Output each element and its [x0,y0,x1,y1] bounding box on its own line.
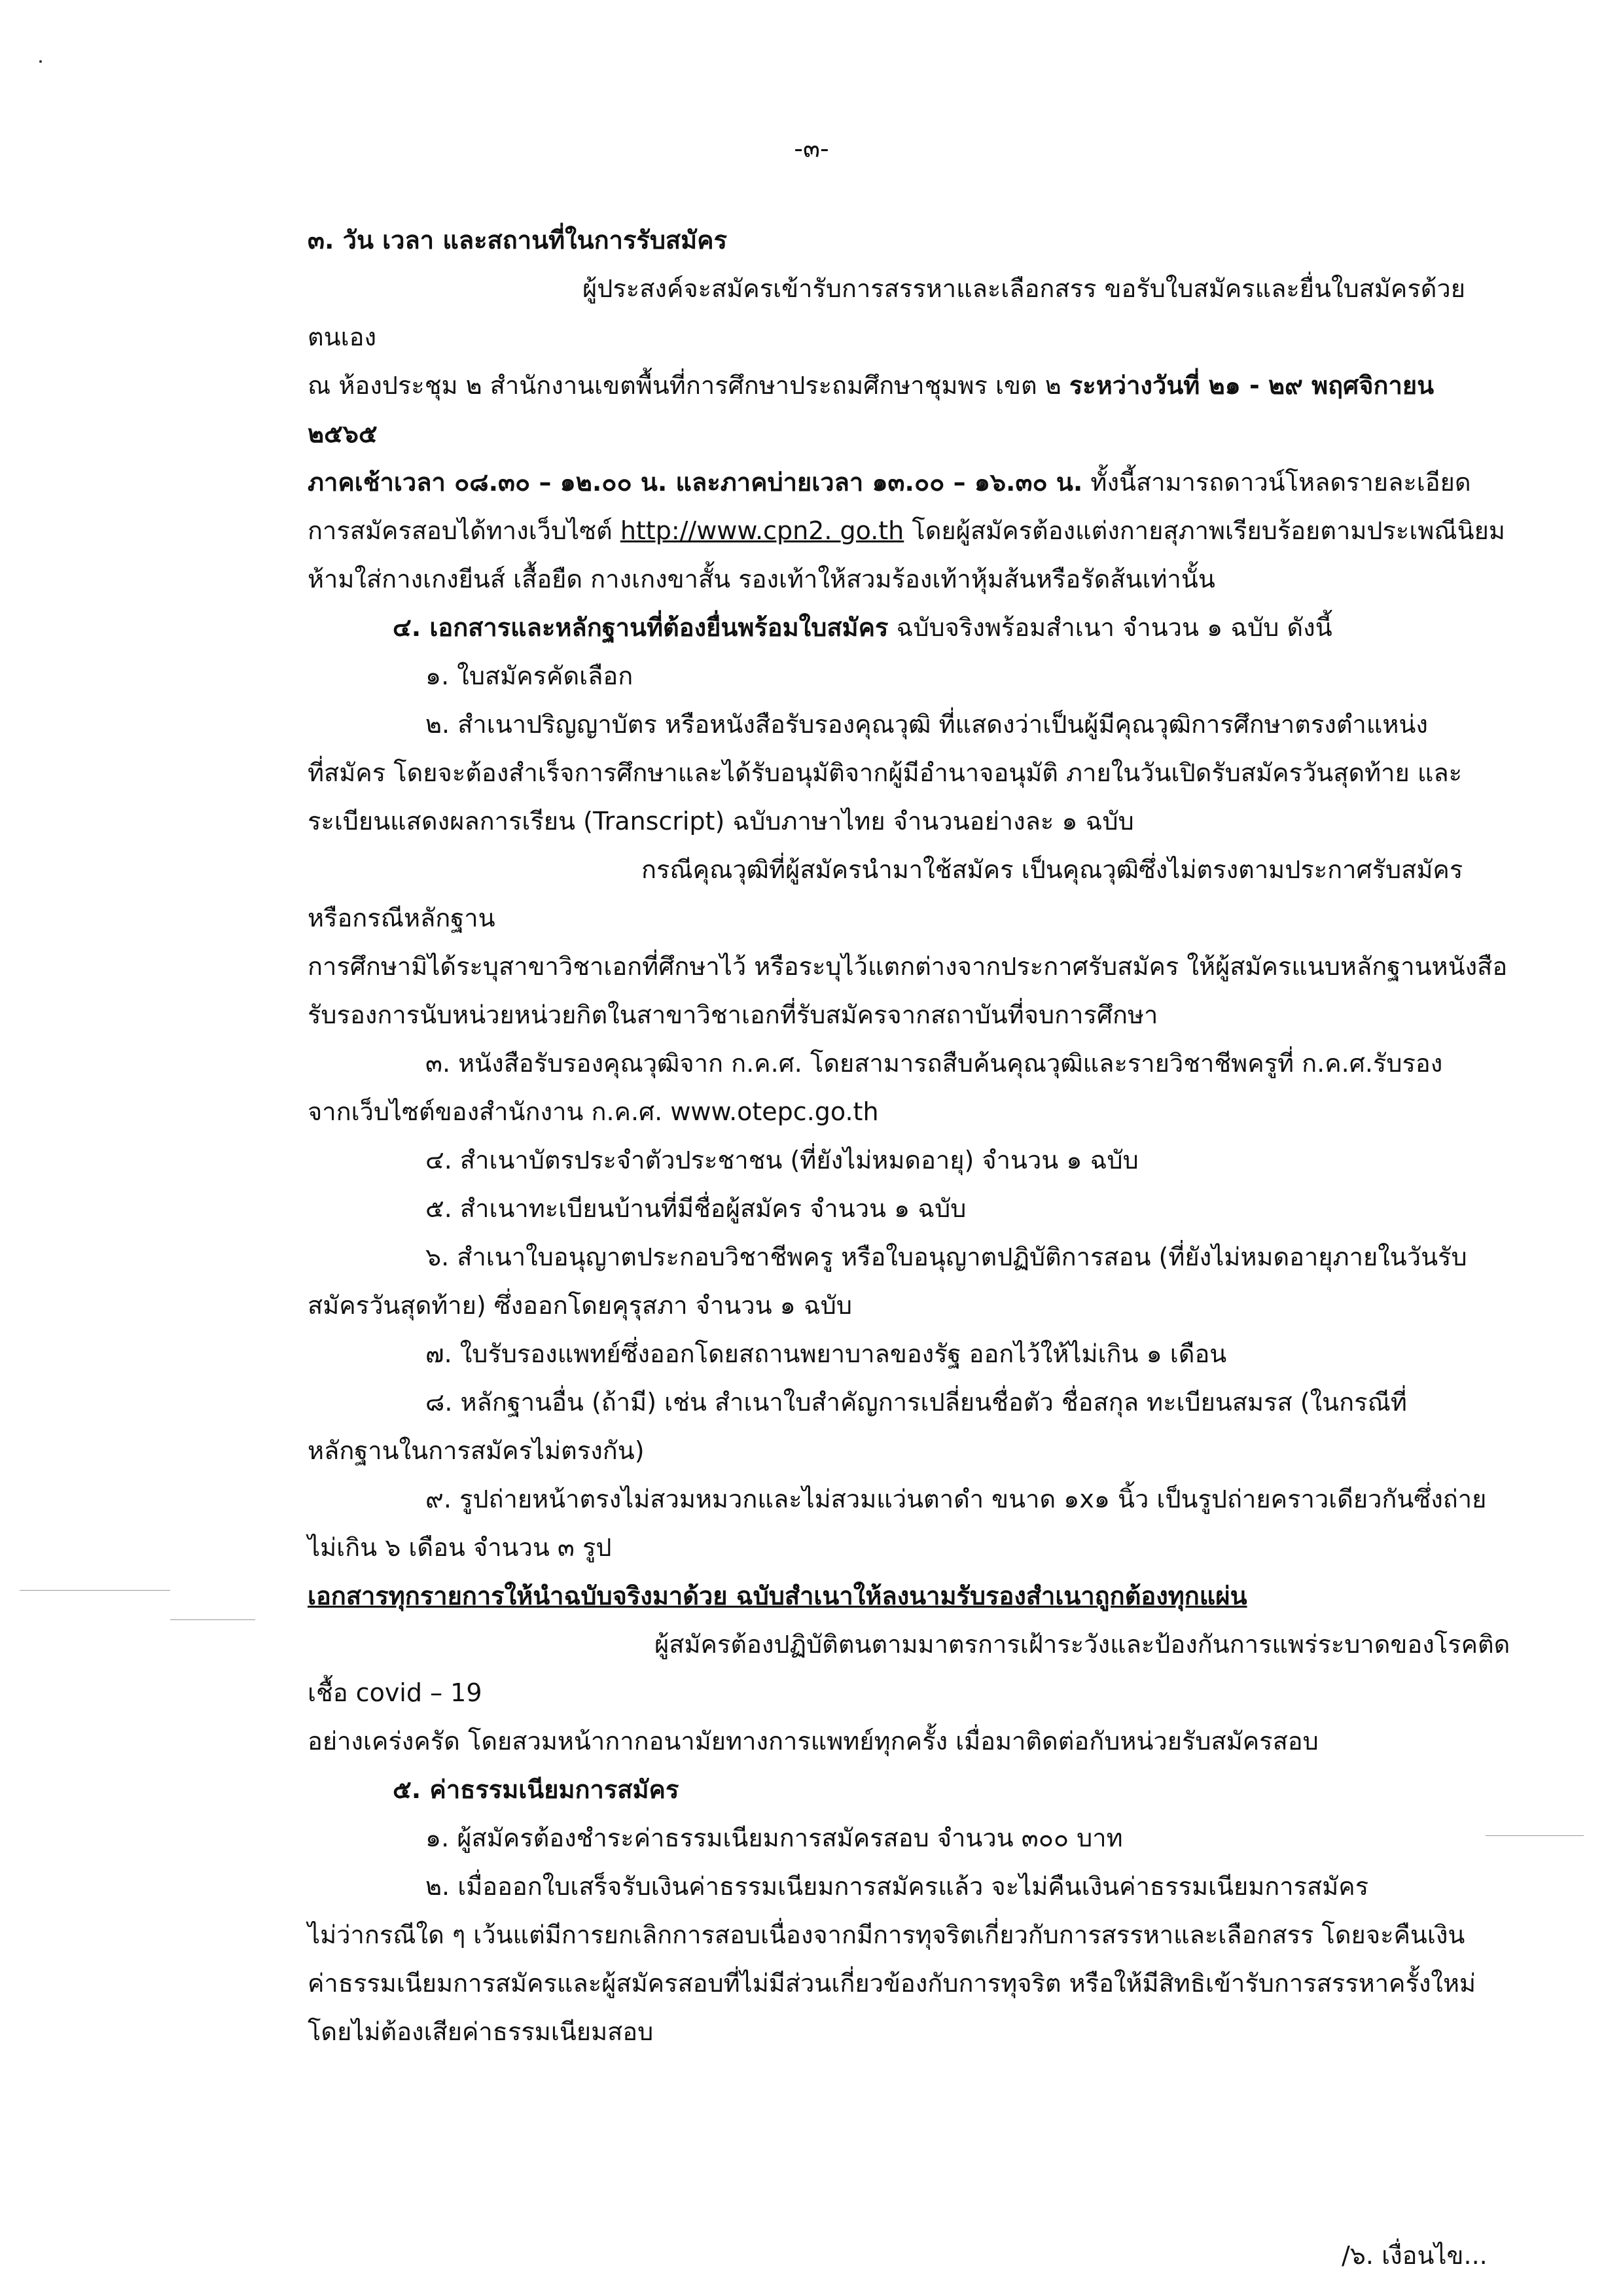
list-item-continuation: ค่าธรรมเนียมการสมัครและผู้สมัครสอบที่ไม่มีส่วนเกี่ยวข้องกับการทุจริต หรือให้มีสิทธิเข้ารับการสรรหาครั้งใหม่ [308,1969,1476,1998]
list-item: ๙. รูปถ่ายหน้าตรงไม่สวมหมวกและไม่สวมแว่นตาดำ ขนาด ๑x๑ นิ้ว เป็นรูปถ่ายคราวเดียวกันซึ่งถ่าย [425,1485,1487,1513]
list-item-continuation: สมัครวันสุดท้าย) ซึ่งออกโดยคุรุสภา จำนวน ๑ ฉบับ [308,1291,852,1320]
page-number: -๓- [794,134,829,163]
list-item: ๘. หลักฐานอื่น (ถ้ามี) เช่น สำเนาใบสำคัญการเปลี่ยนชื่อตัว ชื่อสกุล ทะเบียนสมรส (ในกรณีที่ [425,1388,1407,1417]
list-item-continuation: หลักฐานในการสมัครไม่ตรงกัน) [308,1436,645,1465]
list-item: ๔. สำเนาบัตรประจำตัวประชาชน (ที่ยังไม่หมดอายุ) จำนวน ๑ ฉบับ [425,1146,1139,1174]
note-paragraph: กรณีคุณวุฒิที่ผู้สมัครนำมาใช้สมัคร เป็นคุณวุฒิซึ่งไม่ตรงตามประกาศรับสมัคร หรือกรณีหลักฐาน [308,855,1463,932]
section-4-heading: ๔. เอกสารและหลักฐานที่ต้องยื่นพร้อมใบสมัคร [393,613,889,642]
registration-dates: ระหว่างวันที่ ๒๑ - ๒๙ พฤศจิกายน ๒๕๖๕ [308,371,1435,448]
note-continuation: รับรองการนับหน่วยหน่วยกิตในสาขาวิชาเอกที่รับสมัครจากสถาบันที่จบการศึกษา [308,1000,1158,1029]
list-item: ๒. สำเนาปริญญาบัตร หรือหนังสือรับรองคุณวุฒิ ที่แสดงว่าเป็นผู้มีคุณวุฒิการศึกษาตรงตำแหน่ง [425,710,1428,739]
covid-notice: ผู้สมัครต้องปฏิบัติตนตามมาตรการเฝ้าระวังและป้องกันการแพร่ระบาดของโรคติดเชื้อ covid – 19 [308,1630,1510,1707]
text-run: ทั้งนี้สามารถดาวน์โหลดรายละเอียด [1082,468,1471,497]
text-run: โดยผู้สมัครต้องแต่งกายสุภาพเรียบร้อยตามประเพณีนิยม [904,516,1505,545]
list-item-continuation: จากเว็บไซต์ของสำนักงาน ก.ค.ศ. www.otepc.go.th [308,1097,879,1126]
list-item: ๓. หนังสือรับรองคุณวุฒิจาก ก.ค.ศ. โดยสามารถสืบค้นคุณวุฒิและรายวิชาชีพครูที่ ก.ค.ศ.รับรอง [425,1049,1443,1078]
list-item-continuation: ไม่ว่ากรณีใด ๆ เว้นแต่มีการยกเลิกการสอบเนื่องจากมีการทุจริตเกี่ยวกับการสรรหาและเลือกสรร โดยจะคืนเงิน [308,1920,1465,1949]
text-run: ฉบับจริงพร้อมสำเนา จำนวน ๑ ฉบับ ดังนี้ [888,613,1332,642]
scan-mark-left-2 [170,1619,255,1620]
text-run: การสมัครสอบได้ทางเว็บไซต์ [308,516,620,545]
document-body [308,216,1512,2056]
covid-notice-continuation: อย่างเคร่งครัด โดยสวมหน้ากากอนามัยทางการแพทย์ทุกครั้ง เมื่อมาติดต่อกับหน่วยรับสมัครสอบ [308,1727,1319,1756]
text-run: ณ ห้องประชุม ๒ สำนักงานเขตพื้นที่การศึกษาประถมศึกษาชุมพร เขต ๒ [308,371,1069,400]
list-item-continuation: ไม่เกิน ๖ เดือน จำนวน ๓ รูป [308,1533,612,1562]
section-3-text [308,506,1512,555]
section-3-text [308,361,1512,458]
list-item: ๑. ผู้สมัครต้องชำระค่าธรรมเนียมการสมัครสอบ จำนวน ๓๐๐ บาท [425,1824,1123,1852]
section-5-title: ๕. ค่าธรรมเนียมการสมัคร [393,1775,679,1804]
section-3-text: ผู้ประสงค์จะสมัครเข้ารับการสรรหาและเลือกสรร ขอรับใบสมัครและยื่นใบสมัครด้วยตนเอง [308,274,1466,351]
continuation-footer: /๖. เงื่อนไข... [1342,2241,1488,2270]
website-link[interactable]: http://www.cpn2. go.th [620,516,904,545]
scan-speck [39,60,42,63]
original-documents-notice: เอกสารทุกรายการให้นำฉบับจริงมาด้วย ฉบับสำเนาให้ลงนามรับรองสำเนาถูกต้องทุกแผ่น [308,1581,1247,1610]
note-continuation: การศึกษามิได้ระบุสาขาวิชาเอกที่ศึกษาไว้ หรือระบุไว้แตกต่างจากประกาศรับสมัคร ให้ผู้สมัครแนบหลักฐานหนังสือ [308,952,1508,981]
section-3-text [308,458,1512,506]
section-4-title [308,603,1512,652]
list-item-continuation: ระเบียนแสดงผลการเรียน (Transcript) ฉบับภาษาไทย จำนวนอย่างละ ๑ ฉบับ [308,807,1134,836]
list-item: ๒. เมื่อออกใบเสร็จรับเงินค่าธรรมเนียมการสมัครแล้ว จะไม่คืนเงินค่าธรรมเนียมการสมัคร [425,1872,1369,1901]
list-item-continuation: ที่สมัคร โดยจะต้องสำเร็จการศึกษาและได้รับอนุมัติจากผู้มีอำนาจอนุมัติ ภายในวันเปิดรับสมัครวันสุดท้าย และ [308,758,1463,787]
list-item: ๑. ใบสมัครคัดเลือก [425,662,633,690]
list-item-continuation: โดยไม่ต้องเสียค่าธรรมเนียมสอบ [308,2017,654,2046]
scan-mark-left-1 [20,1590,170,1591]
list-item: ๕. สำเนาทะเบียนบ้านที่มีชื่อผู้สมัคร จำนวน ๑ ฉบับ [425,1194,967,1223]
section-3-text: ห้ามใส่กางเกงยีนส์ เสื้อยืด กางเกงขาสั้น รองเท้าให้สวมร้องเท้าหุ้มส้นหรือรัดส้นเท่านั้น [308,565,1215,593]
list-item: ๗. ใบรับรองแพทย์ซึ่งออกโดยสถานพยาบาลของรัฐ ออกไว้ให้ไม่เกิน ๑ เดือน [425,1339,1227,1368]
list-item: ๖. สำเนาใบอนุญาตประกอบวิชาชีพครู หรือใบอนุญาตปฏิบัติการสอน (ที่ยังไม่หมดอายุภายในวันรับ [425,1243,1467,1271]
registration-hours: ภาคเช้าเวลา ๐๘.๓๐ – ๑๒.๐๐ น. และภาคบ่ายเวลา ๑๓.๐๐ – ๑๖.๓๐ น. [308,468,1083,497]
section-3-title: ๓. วัน เวลา และสถานที่ในการรับสมัคร [308,226,728,255]
